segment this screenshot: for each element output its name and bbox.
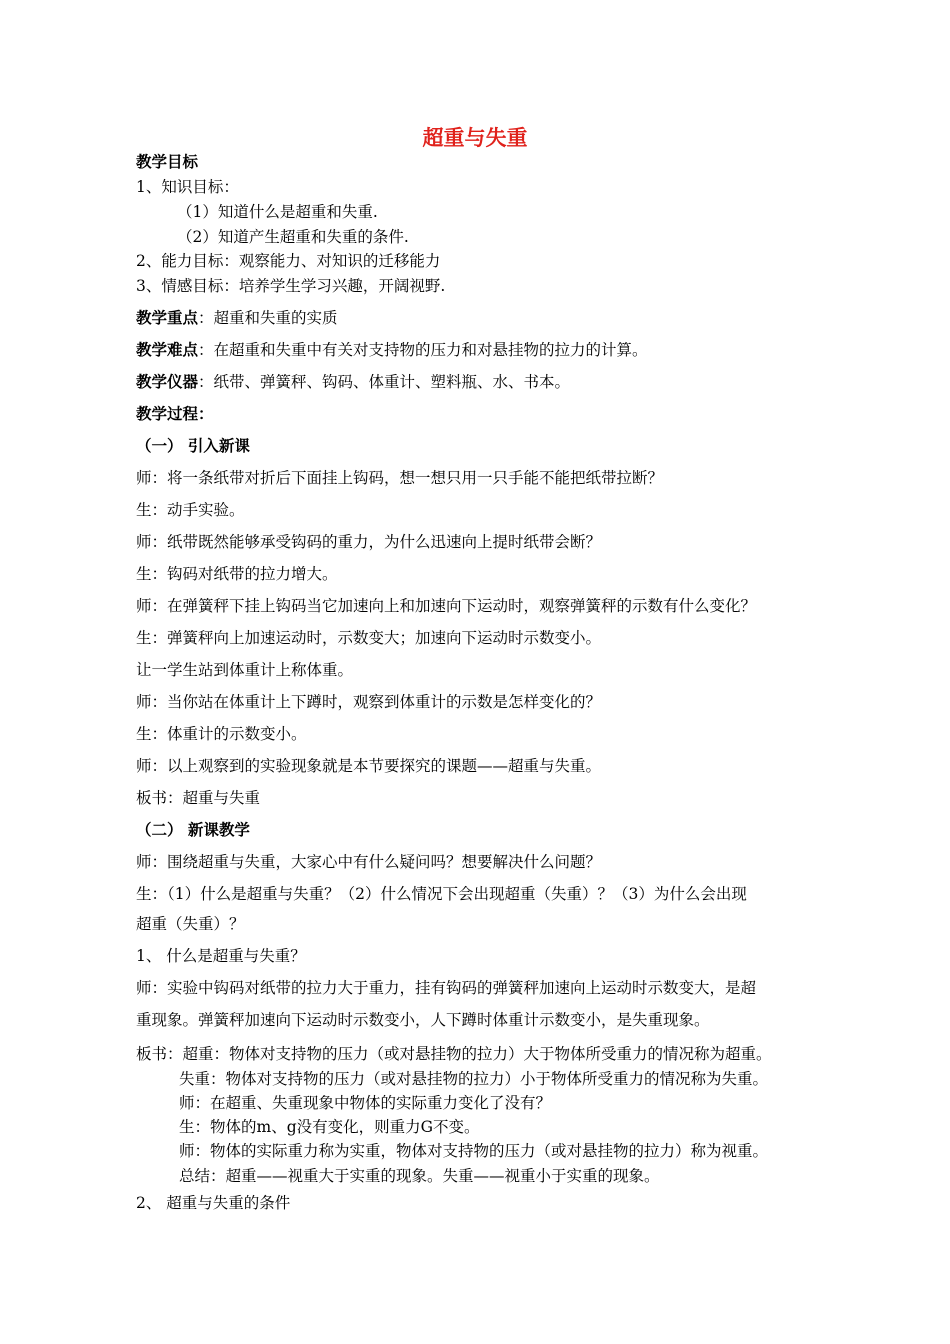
board-line: 总结：超重——视重大于实重的现象。失重——视重小于实重的现象。 (179, 1167, 660, 1185)
difficulty-text: ：在超重和失重中有关对支持物的压力和对悬挂物的拉力的计算。 (198, 341, 648, 359)
key-point (136, 308, 338, 328)
dialogue-line: 生：（1）什么是超重与失重？（2）什么情况下会出现超重（失重）？（3）为什么会出现 (136, 885, 747, 903)
knowledge-item-1: （1）知道什么是超重和失重. (177, 203, 378, 221)
board-line: 失重：物体对支持物的压力（或对悬挂物的拉力）小于物体所受重力的情况称为失重。 (179, 1070, 769, 1088)
dialogue-line: 生：体重计的示数变小。 (136, 725, 307, 743)
dialogue-line: 师：将一条纸带对折后下面挂上钩码，想一想只用一只手能不能把纸带拉断？ (136, 469, 664, 487)
dialogue-line: 生：动手实验。 (136, 501, 245, 519)
board-line: 师：物体的实际重力称为实重，物体对支持物的压力（或对悬挂物的拉力）称为视重。 (179, 1142, 769, 1160)
subsection-1-heading: 1、 什么是超重与失重？ (136, 947, 306, 965)
key-point-label: 教学重点 (136, 309, 199, 327)
dialogue-line: 师：围绕超重与失重，大家心中有什么疑问吗？想要解决什么问题？ (136, 853, 602, 871)
subsection-2-heading: 2、 超重与失重的条件 (136, 1194, 291, 1212)
objectives-heading: 教学目标 (136, 153, 199, 171)
board-line: 板书：超重：物体对支持物的压力（或对悬挂物的拉力）大于物体所受重力的情况称为超重。 (136, 1045, 772, 1063)
dialogue-line: 生：钩码对纸带的拉力增大。 (136, 565, 338, 583)
dialogue-line: 师：当你站在体重计上下蹲时，观察到体重计的示数是怎样变化的？ (136, 693, 602, 711)
dialogue-line: 重现象。弹簧秤加速向下运动时示数变小，人下蹲时体重计示数变小，是失重现象。 (136, 1011, 710, 1029)
section-1-heading: （一） 引入新课 (136, 437, 250, 455)
emotion-objective: 3、情感目标：培养学生学习兴趣，开阔视野. (136, 277, 446, 295)
knowledge-objective: 1、知识目标： (136, 178, 239, 196)
difficulty-label: 教学难点 (136, 341, 199, 359)
dialogue-line: 板书：超重与失重 (136, 789, 261, 807)
board-line: 生：物体的m、g没有变化，则重力G不变。 (179, 1118, 480, 1136)
dialogue-line: 师：纸带既然能够承受钩码的重力，为什么迅速向上提时纸带会断？ (136, 533, 602, 551)
key-point-text: ：超重和失重的实质 (198, 309, 338, 327)
equipment-text: ：纸带、弹簧秤、钩码、体重计、塑料瓶、水、书本。 (198, 373, 571, 391)
difficulty (136, 340, 648, 360)
dialogue-line: 师：以上观察到的实验现象就是本节要探究的课题——超重与失重。 (136, 757, 602, 775)
dialogue-line: 让一学生站到体重计上称体重。 (136, 661, 354, 679)
section-2-heading: （二） 新课教学 (136, 821, 250, 839)
equipment (136, 372, 570, 392)
dialogue-line: 师：实验中钩码对纸带的拉力大于重力，挂有钩码的弹簧秤加速向上运动时示数变大，是超 (136, 979, 757, 997)
dialogue-line: 师：在弹簧秤下挂上钩码当它加速向上和加速向下运动时，观察弹簧秤的示数有什么变化？ (136, 597, 757, 615)
ability-objective: 2、能力目标：观察能力、对知识的迁移能力 (136, 252, 441, 270)
knowledge-item-2: （2）知道产生超重和失重的条件. (177, 228, 409, 246)
equipment-label: 教学仪器 (136, 373, 199, 391)
process-heading: 教学过程： (136, 405, 214, 423)
dialogue-line: 生：弹簧秤向上加速运动时，示数变大；加速向下运动时示数变小。 (136, 629, 602, 647)
board-line: 师：在超重、失重现象中物体的实际重力变化了没有？ (179, 1094, 552, 1112)
page-title: 超重与失重 (422, 126, 528, 150)
dialogue-line: 超重（失重）？ (136, 915, 245, 933)
